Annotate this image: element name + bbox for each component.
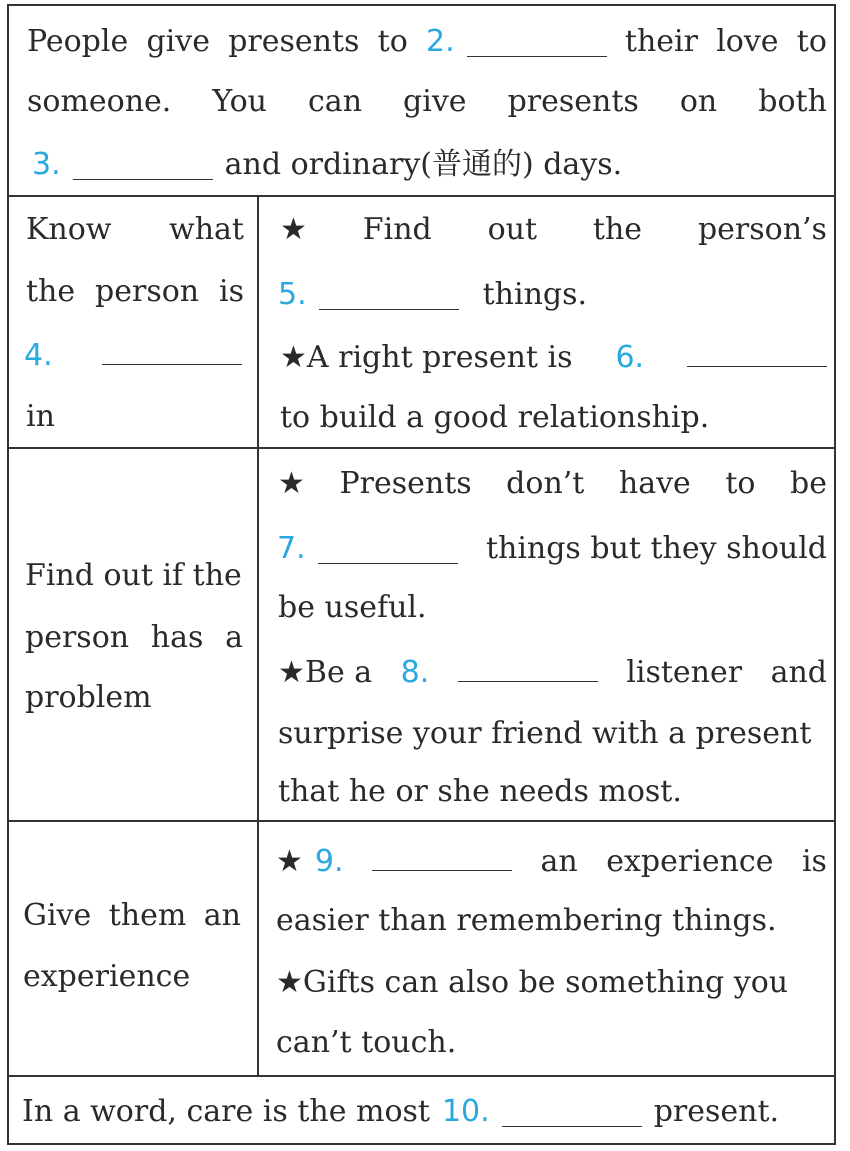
question-number-8: 8. xyxy=(400,655,430,690)
text: can xyxy=(308,84,363,119)
row1-left-line-2 xyxy=(26,272,244,312)
text: their xyxy=(624,24,698,59)
star-icon: ★ xyxy=(276,965,303,1000)
row1-left-line-3 xyxy=(24,336,242,376)
answer-blank-5[interactable] xyxy=(319,308,459,310)
text: and xyxy=(770,655,827,690)
answer-blank-10[interactable] xyxy=(502,1125,642,1127)
footer-line xyxy=(22,1092,779,1132)
text: have xyxy=(618,466,691,501)
text: presents xyxy=(507,84,639,119)
row-divider-1 xyxy=(7,195,836,197)
text: is xyxy=(219,274,244,309)
row-divider-2 xyxy=(7,447,836,449)
row3-left-line-1 xyxy=(23,896,241,936)
question-number-5: 5. xyxy=(278,277,307,312)
question-number-9: 9. xyxy=(314,844,344,879)
text: be useful. xyxy=(278,590,427,625)
text: don’t xyxy=(506,466,585,501)
row3-right-line-2 xyxy=(276,901,777,941)
text: can’t touch. xyxy=(276,1025,457,1060)
row3-right-line-1 xyxy=(276,842,827,882)
text: You xyxy=(212,84,267,119)
text: experience xyxy=(23,959,191,994)
answer-blank-7[interactable] xyxy=(318,562,458,564)
star-icon: ★ xyxy=(280,340,307,375)
text: things. xyxy=(482,277,588,312)
answer-blank-3[interactable] xyxy=(73,178,213,180)
intro-line-2 xyxy=(27,82,827,122)
question-number-7: 7. xyxy=(277,531,306,566)
text: to xyxy=(377,24,408,59)
text: someone. xyxy=(27,84,172,119)
text: Give xyxy=(23,898,92,933)
text: both xyxy=(758,84,827,119)
row1-left-line-4 xyxy=(26,397,55,437)
row-divider-4 xyxy=(7,1075,836,1077)
text: Find xyxy=(362,212,432,247)
text: Find out if the xyxy=(25,558,242,593)
text: an xyxy=(203,898,241,933)
text: easier than remembering things. xyxy=(276,903,777,938)
text: listener xyxy=(626,655,743,690)
text: to build a good relationship. xyxy=(280,400,710,435)
text: Be a xyxy=(304,655,373,690)
question-number-3: 3. xyxy=(32,147,61,182)
question-number-2: 2. xyxy=(426,24,455,59)
row2-right-line-1 xyxy=(278,464,827,504)
text: person’s xyxy=(697,212,827,247)
text: is xyxy=(801,844,827,879)
answer-blank-4[interactable] xyxy=(102,363,242,365)
question-number-4: 4. xyxy=(24,338,53,373)
text: Presents xyxy=(339,466,472,501)
text: person xyxy=(95,274,200,309)
text: to xyxy=(725,466,756,501)
row1-right-line-3 xyxy=(280,338,827,378)
row2-right-line-2 xyxy=(277,529,827,569)
row2-left-line-3 xyxy=(25,678,152,718)
row2-right-line-5 xyxy=(278,714,811,754)
text: and ordinary(普通的) days. xyxy=(224,147,623,182)
text: the xyxy=(592,212,643,247)
row3-right-line-3 xyxy=(276,963,788,1003)
text: be xyxy=(790,466,827,501)
text: In a word, care is the most xyxy=(22,1094,430,1129)
star-icon: ★ xyxy=(278,655,305,690)
text: problem xyxy=(25,680,152,715)
text: present. xyxy=(653,1094,780,1129)
text: that he or she needs most. xyxy=(278,774,682,809)
text: in xyxy=(26,399,55,434)
text: presents xyxy=(228,24,360,59)
text: an xyxy=(540,844,578,879)
row-divider-3 xyxy=(7,820,836,822)
text: a xyxy=(225,620,243,655)
column-divider xyxy=(257,195,259,1075)
row1-right-line-1 xyxy=(280,210,827,250)
text: what xyxy=(169,212,244,247)
answer-blank-9[interactable] xyxy=(372,869,512,871)
text: People xyxy=(27,24,129,59)
text: Know xyxy=(26,212,112,247)
text: give xyxy=(146,24,210,59)
question-number-6: 6. xyxy=(615,340,645,375)
star-icon: ★ xyxy=(280,212,307,247)
row2-right-line-6 xyxy=(278,772,682,812)
star-icon: ★ xyxy=(276,844,303,879)
row1-right-line-4 xyxy=(280,398,709,438)
text: to xyxy=(796,24,827,59)
answer-blank-6[interactable] xyxy=(687,365,827,367)
star-icon: ★ xyxy=(278,466,305,501)
row3-left-line-2 xyxy=(23,957,190,997)
question-number-10: 10. xyxy=(441,1094,490,1129)
text: person xyxy=(25,620,130,655)
row2-right-line-3 xyxy=(278,588,427,628)
text: experience xyxy=(606,844,774,879)
intro-line-3 xyxy=(32,145,622,185)
text: surprise your friend with a present xyxy=(278,716,812,751)
text: Gifts can also be something you xyxy=(302,965,789,1000)
row2-left-line-2 xyxy=(25,618,243,658)
answer-blank-2[interactable] xyxy=(467,55,607,57)
text: A right present is xyxy=(306,340,573,375)
row3-right-line-4 xyxy=(276,1023,456,1063)
text: love xyxy=(716,24,779,59)
intro-line-1 xyxy=(27,22,827,62)
text: on xyxy=(679,84,718,119)
row2-right-line-4 xyxy=(278,653,827,693)
row2-left-line-1 xyxy=(25,556,242,596)
text: things but they should xyxy=(485,531,827,566)
answer-blank-8[interactable] xyxy=(458,680,598,682)
text: out xyxy=(487,212,538,247)
text: give xyxy=(403,84,467,119)
row1-right-line-2 xyxy=(278,275,587,315)
row1-left-line-1 xyxy=(26,210,244,250)
text: the xyxy=(26,274,76,309)
text: them xyxy=(108,898,187,933)
text: has xyxy=(150,620,204,655)
